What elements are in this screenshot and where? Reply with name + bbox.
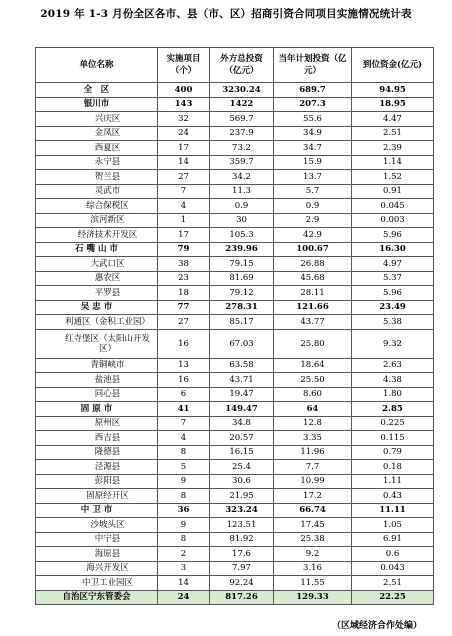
cell-funds: 2.39 [352,141,434,156]
cell-funds: 1.80 [352,387,434,402]
table-row [36,184,434,199]
cell-name: 滨河新区 [36,213,158,228]
cell-funds: 16.30 [352,242,434,257]
cell-planned: 689.7 [274,83,352,98]
cell-investment: 569.7 [210,112,274,127]
cell-projects: 24 [158,126,210,141]
cell-funds: 2.63 [352,358,434,373]
cell-funds: 5.37 [352,271,434,286]
cell-investment: 3230.24 [210,83,274,98]
cell-investment: 81.92 [210,532,274,547]
table-row [36,170,434,185]
table-row [36,126,434,141]
cell-funds: 1.52 [352,170,434,185]
cell-planned: 5.7 [274,184,352,199]
cell-funds: 2.85 [352,402,434,417]
cell-funds: 0.43 [352,489,434,504]
table-row [36,518,434,533]
cell-planned: 12.8 [274,416,352,431]
cell-planned: 10.99 [274,474,352,489]
table-row [36,271,434,286]
cell-projects: 36 [158,503,210,518]
cell-projects: 13 [158,358,210,373]
cell-projects: 7 [158,416,210,431]
cell-investment: 67.03 [210,329,274,358]
cell-investment: 105.3 [210,228,274,243]
cell-investment: 79.12 [210,286,274,301]
cell-planned: 17.45 [274,518,352,533]
table-row [36,112,434,127]
cell-name: 中 卫 市 [36,503,158,518]
cell-name: 贺兰县 [36,170,158,185]
cell-projects: 18 [158,286,210,301]
cell-investment: 359.7 [210,155,274,170]
cell-projects: 14 [158,576,210,591]
cell-funds: 0.18 [352,460,434,475]
cell-name: 石 嘴 山 市 [36,242,158,257]
cell-investment: 20.57 [210,431,274,446]
cell-name: 原州区 [36,416,158,431]
cell-funds: 5.38 [352,315,434,330]
statistics-table [35,47,434,605]
cell-name: 惠农区 [36,271,158,286]
cell-planned: 7.7 [274,460,352,475]
cell-name: 中卫工业园区 [36,576,158,591]
cell-name: 经济技术开发区 [36,228,158,243]
cell-funds: 0.6 [352,547,434,562]
cell-planned: 42.9 [274,228,352,243]
cell-projects: 3 [158,561,210,576]
cell-projects: 17 [158,228,210,243]
table-row [36,141,434,156]
cell-planned: 15.9 [274,155,352,170]
cell-projects: 8 [158,532,210,547]
cell-investment: 25.4 [210,460,274,475]
cell-funds: 1.14 [352,155,434,170]
table-row [36,373,434,388]
cell-planned: 207.3 [274,97,352,112]
cell-investment: 81.69 [210,271,274,286]
cell-funds: 4.47 [352,112,434,127]
cell-projects: 23 [158,271,210,286]
cell-name: 兴庆区 [36,112,158,127]
table-row [36,83,434,98]
header-planned: 当年计划投资（亿元） [274,48,352,83]
cell-projects: 2 [158,547,210,562]
table-row [36,358,434,373]
table-row [36,445,434,460]
cell-name: 海兴开发区 [36,561,158,576]
cell-funds: 0.045 [352,199,434,214]
cell-projects: 27 [158,170,210,185]
header-investment: 外方总投资（亿元） [210,48,274,83]
cell-projects: 79 [158,242,210,257]
cell-projects: 14 [158,155,210,170]
cell-planned: 8.60 [274,387,352,402]
cell-name: 青铜峡市 [36,358,158,373]
cell-investment: 0.9 [210,199,274,214]
cell-projects: 5 [158,460,210,475]
table-row [36,402,434,417]
cell-name: 灵武市 [36,184,158,199]
cell-investment: 30 [210,213,274,228]
table-row [36,474,434,489]
cell-funds: 0.043 [352,561,434,576]
cell-funds: 0.91 [352,184,434,199]
cell-projects: 24 [158,590,210,605]
table-row [36,155,434,170]
cell-name: 自治区宁东管委会 [36,590,158,605]
cell-funds: 5.96 [352,286,434,301]
table-row [36,503,434,518]
table-row [36,199,434,214]
cell-investment: 278.31 [210,300,274,315]
document-title: 2019 年 1-3 月份全区各市、县（市、区）招商引资合同项目实施情况统计表 [40,8,412,20]
table-row [36,300,434,315]
cell-investment: 17.6 [210,547,274,562]
table-header-row [36,48,434,83]
cell-planned: 64 [274,402,352,417]
cell-investment: 11.3 [210,184,274,199]
cell-name: 固 原 市 [36,402,158,417]
cell-name: 全 区 [36,83,158,98]
cell-funds: 1.05 [352,518,434,533]
cell-funds: 9.32 [352,329,434,358]
table-row [36,532,434,547]
cell-planned: 18.64 [274,358,352,373]
cell-projects: 17 [158,141,210,156]
table-row [36,416,434,431]
cell-name: 西夏区 [36,141,158,156]
cell-name: 中宁县 [36,532,158,547]
cell-name: 平罗县 [36,286,158,301]
cell-planned: 3.16 [274,561,352,576]
cell-investment: 123.51 [210,518,274,533]
cell-funds: 94.95 [352,83,434,98]
table-row [36,547,434,562]
cell-investment: 21.95 [210,489,274,504]
cell-planned: 11.55 [274,576,352,591]
cell-funds: 2.51 [352,576,434,591]
cell-investment: 16.15 [210,445,274,460]
cell-planned: 2.9 [274,213,352,228]
cell-planned: 11.96 [274,445,352,460]
cell-planned: 3.35 [274,431,352,446]
cell-projects: 4 [158,431,210,446]
cell-planned: 45.68 [274,271,352,286]
cell-projects: 8 [158,445,210,460]
cell-planned: 26.88 [274,257,352,272]
footer-note: （区域经济合作处编） [331,621,422,631]
cell-name: 利通区（金积工业园） [36,315,158,330]
cell-planned: 28.11 [274,286,352,301]
cell-investment: 817.26 [210,590,274,605]
cell-investment: 237.9 [210,126,274,141]
cell-investment: 1422 [210,97,274,112]
cell-investment: 73.2 [210,141,274,156]
cell-projects: 143 [158,97,210,112]
cell-funds: 6.91 [352,532,434,547]
cell-funds: 5.96 [352,228,434,243]
table-row [36,387,434,402]
cell-name: 综合保税区 [36,199,158,214]
cell-projects: 16 [158,373,210,388]
cell-name: 大武口区 [36,257,158,272]
cell-projects: 7 [158,184,210,199]
cell-name: 泾源县 [36,460,158,475]
table-row [36,329,434,358]
cell-projects: 9 [158,474,210,489]
cell-funds: 23.49 [352,300,434,315]
cell-name: 西吉县 [36,431,158,446]
cell-name: 隆德县 [36,445,158,460]
cell-projects: 32 [158,112,210,127]
cell-investment: 79.15 [210,257,274,272]
cell-funds: 0.225 [352,416,434,431]
cell-planned: 25.80 [274,329,352,358]
cell-planned: 55.6 [274,112,352,127]
cell-investment: 92.24 [210,576,274,591]
cell-funds: 4.97 [352,257,434,272]
table-row [36,315,434,330]
cell-projects: 77 [158,300,210,315]
cell-planned: 66.74 [274,503,352,518]
cell-funds: 11.11 [352,503,434,518]
cell-planned: 9.2 [274,547,352,562]
cell-planned: 121.66 [274,300,352,315]
cell-investment: 63.58 [210,358,274,373]
cell-name: 吴 忠 市 [36,300,158,315]
cell-investment: 19.47 [210,387,274,402]
table-row [36,242,434,257]
cell-projects: 6 [158,387,210,402]
cell-planned: 34.9 [274,126,352,141]
cell-projects: 38 [158,257,210,272]
cell-funds: 4.38 [352,373,434,388]
cell-projects: 16 [158,329,210,358]
cell-investment: 34.8 [210,416,274,431]
cell-funds: 1.11 [352,474,434,489]
cell-planned: 13.7 [274,170,352,185]
table-row [36,590,434,605]
table-row [36,460,434,475]
cell-planned: 34.7 [274,141,352,156]
table-row [36,431,434,446]
table-row [36,257,434,272]
cell-projects: 9 [158,518,210,533]
table-row [36,228,434,243]
cell-funds: 0.79 [352,445,434,460]
table-row [36,286,434,301]
cell-planned: 25.50 [274,373,352,388]
cell-name: 彭阳县 [36,474,158,489]
cell-name: 永宁县 [36,155,158,170]
cell-investment: 149.47 [210,402,274,417]
table-row [36,97,434,112]
cell-name: 金凤区 [36,126,158,141]
cell-planned: 43.77 [274,315,352,330]
cell-planned: 0.9 [274,199,352,214]
cell-name: 银川市 [36,97,158,112]
cell-funds: 2.51 [352,126,434,141]
cell-investment: 85.17 [210,315,274,330]
cell-name: 同心县 [36,387,158,402]
cell-name: 红寺堡区（太阳山开发区） [36,329,158,358]
cell-planned: 129.33 [274,590,352,605]
cell-projects: 8 [158,489,210,504]
table-row [36,561,434,576]
cell-funds: 0.115 [352,431,434,446]
header-projects: 实施项目（个） [158,48,210,83]
cell-projects: 41 [158,402,210,417]
cell-projects: 4 [158,199,210,214]
cell-investment: 34.2 [210,170,274,185]
cell-projects: 27 [158,315,210,330]
table-body [36,83,434,605]
cell-investment: 7.97 [210,561,274,576]
cell-name: 固原经开区 [36,489,158,504]
cell-planned: 17.2 [274,489,352,504]
header-funds: 到位资金(亿元) [352,48,434,83]
cell-investment: 239.96 [210,242,274,257]
cell-investment: 323.24 [210,503,274,518]
cell-projects: 400 [158,83,210,98]
cell-investment: 30.6 [210,474,274,489]
table-row [36,576,434,591]
cell-name: 盐池县 [36,373,158,388]
cell-name: 沙坡头区 [36,518,158,533]
cell-funds: 22.25 [352,590,434,605]
cell-planned: 100.67 [274,242,352,257]
cell-funds: 0.003 [352,213,434,228]
header-unit-name: 单位名称 [36,48,158,83]
cell-funds: 18.95 [352,97,434,112]
table-row [36,213,434,228]
cell-name: 海原县 [36,547,158,562]
cell-planned: 25.38 [274,532,352,547]
cell-investment: 43.71 [210,373,274,388]
cell-projects: 1 [158,213,210,228]
table-row [36,489,434,504]
